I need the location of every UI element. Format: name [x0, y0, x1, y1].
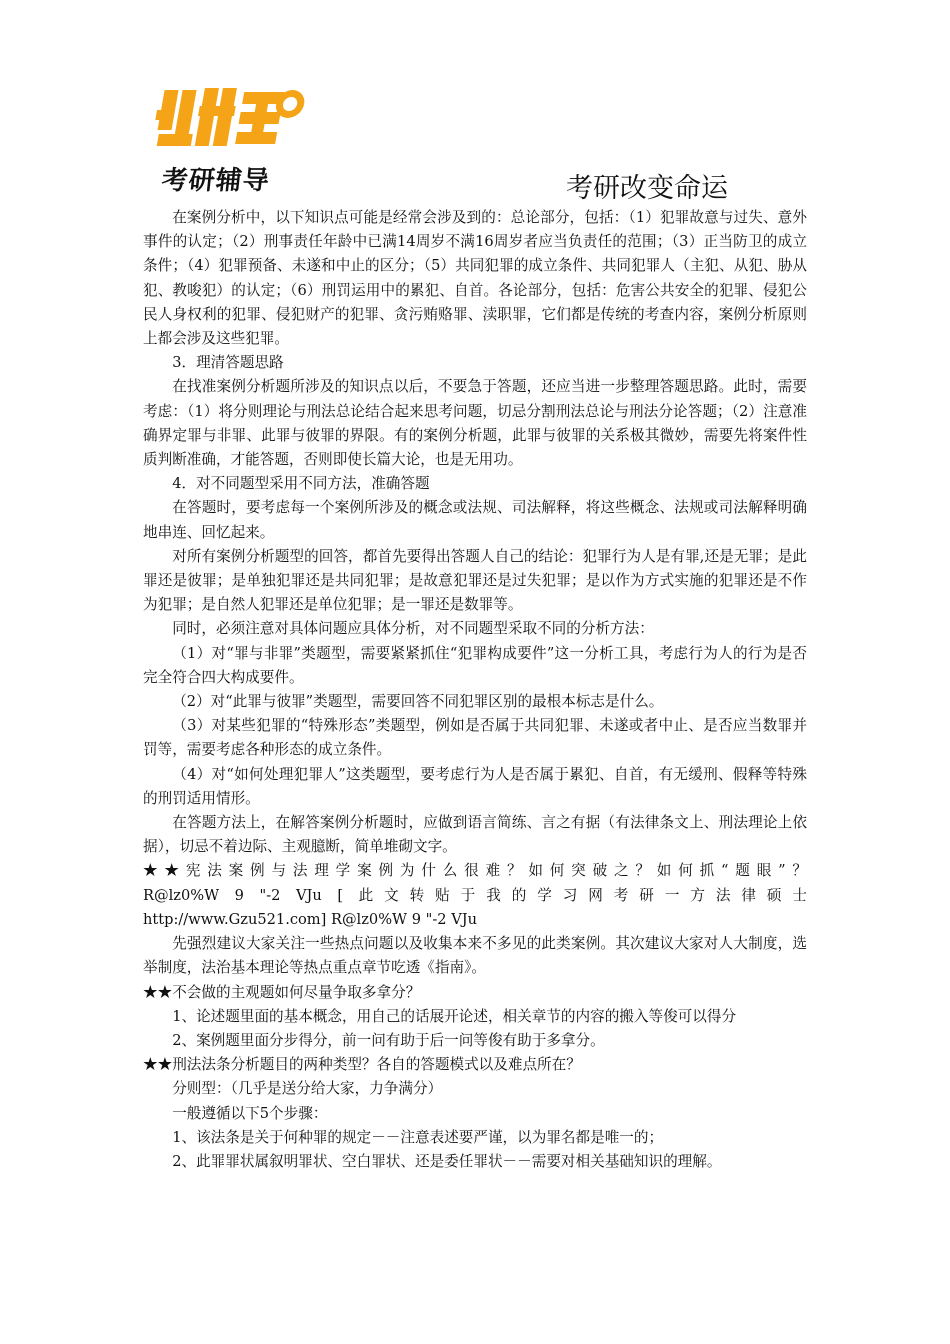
article-body [143, 206, 807, 1174]
paragraph: 先强烈建议大家关注一些热点问题以及收集本来不多见的此类案例。其次建议大家对人大制度，选举制度，法治基本理论等热点重点章节吃透《指南》。 [143, 935, 807, 977]
section-heading: 4．对不同题型采用不同方法，准确答题 [172, 475, 430, 493]
paragraph: 分则型：（几乎是送分给大家，力争满分） [172, 1080, 443, 1098]
list-item: 2、案例题里面分步得分，前一问有助于后一问等俊有助于多拿分。 [172, 1031, 605, 1049]
question-heading: ★★宪法案例与法理学案例为什么很难？如何突破之？如何抓“题眼”？ [143, 862, 807, 880]
paragraph: 在答题方法上，在解答案例分析题时，应做到语言简练、言之有据（有法律条文上、刑法理论上依据），切忌不着边际、主观臆断，简单堆砌文字。 [143, 814, 807, 856]
list-item: 1、该法条是关于何种罪的规定－－注意表述要严谨，以为罪名都是唯一的； [172, 1128, 664, 1146]
logo-mark [148, 82, 308, 162]
kaicheng-logo [148, 82, 308, 200]
slogan: 考研改变命运 [566, 173, 728, 204]
list-item: 1、论述题里面的基本概念，用自己的话展开论述，相关章节的内容的搬入等俊可以得分 [172, 1007, 737, 1025]
question-heading: ★★刑法法条分析题目的两种类型？各自的答题模式以及难点所在？ [143, 1056, 581, 1074]
logo-subtitle: 考研辅导 [160, 166, 272, 196]
list-item: （3）对某些犯罪的“特殊形态”类题型，例如是否属于共同犯罪、未遂或者中止、是否应当数罪并罚等，需要考虑各种形态的成立条件。 [143, 717, 807, 759]
paragraph: 一般遵循以下5个步骤： [172, 1104, 328, 1122]
paragraph: 对所有案例分析题型的回答，都首先要得出答题人自己的结论：犯罪行为人是有罪,还是无罪；是此罪还是彼罪；是单独犯罪还是共同犯罪；是故意犯罪还是过失犯罪；是以作为方式实施的犯罪还是不作为犯罪；是自然人犯罪还是单位犯罪；是一罪还是数罪等。 [143, 547, 807, 614]
paragraph: 在答题时，要考虑每一个案例所涉及的概念或法规、司法解释，将这些概念、法规或司法解释明确地串连、回忆起来。 [143, 499, 807, 541]
paragraph: 在找准案例分析题所涉及的知识点以后，不要急于答题，还应当进一步整理答题思路。此时，需要考虑：（1）将分则理论与刑法总论结合起来思考问题，切忌分割刑法总论与刑法分论答题；（2）注意准确界定罪与非罪、此罪与彼罪的界限。有的案例分析题，此罪与彼罪的关系极其微妙，需要先将案件性质判断准确，才能答题，否则即使长篇大论，也是无用功。 [143, 378, 807, 469]
paragraph: 同时，必须注意对具体问题应具体分析，对不同题型采取不同的分析方法： [172, 620, 654, 638]
paragraph: 在案例分析中，以下知识点可能是经常会涉及到的：总论部分，包括：（1）犯罪故意与过失、意外事件的认定；（2）刑事责任年龄中已满14周岁不满16周岁者应当负责任的范围；（3）正当防卫的成立条件；（4）犯罪预备、未遂和中止的区分；（5）共同犯罪的成立条件、共同犯罪人（主犯、从犯、胁从犯、教唆犯）的认定；（6）刑罚运用中的累犯、自首。各论部分，包括：危害公共安全的犯罪、侵犯公民人身权利的犯罪、侵犯财产的犯罪、贪污贿赂罪、渎职罪，它们都是传统的考查内容，案例分析原则上都会涉及这些犯罪。 [143, 209, 807, 348]
repost-note: R@lz0%W 9 "-2 VJu [ 此文转贴于我的学习网考研一方法律硕士 [143, 886, 807, 904]
list-item: 2、此罪罪状属叙明罪状、空白罪状、还是委任罪状－－需要对相关基础知识的理解。 [172, 1152, 722, 1170]
list-item: （2）对“此罪与彼罪”类题型，需要回答不同犯罪区别的最根本标志是什么。 [172, 693, 664, 711]
question-heading: ★★不会做的主观题如何尽量争取多拿分？ [143, 983, 421, 1001]
section-heading: 3．理清答题思路 [172, 354, 284, 372]
repost-link: http://www.Gzu521.com] R@lz0%W 9 "-2 VJu [143, 910, 477, 928]
list-item: （1）对“罪与非罪”类题型，需要紧紧抓住“犯罪构成要件”这一分析工具，考虑行为人的行为是否完全符合四大构成要件。 [143, 644, 807, 686]
list-item: （4）对“如何处理犯罪人”这类题型，要考虑行为人是否属于累犯、自首，有无缓刑、假释等特殊的刑罚适用情形。 [143, 765, 807, 807]
